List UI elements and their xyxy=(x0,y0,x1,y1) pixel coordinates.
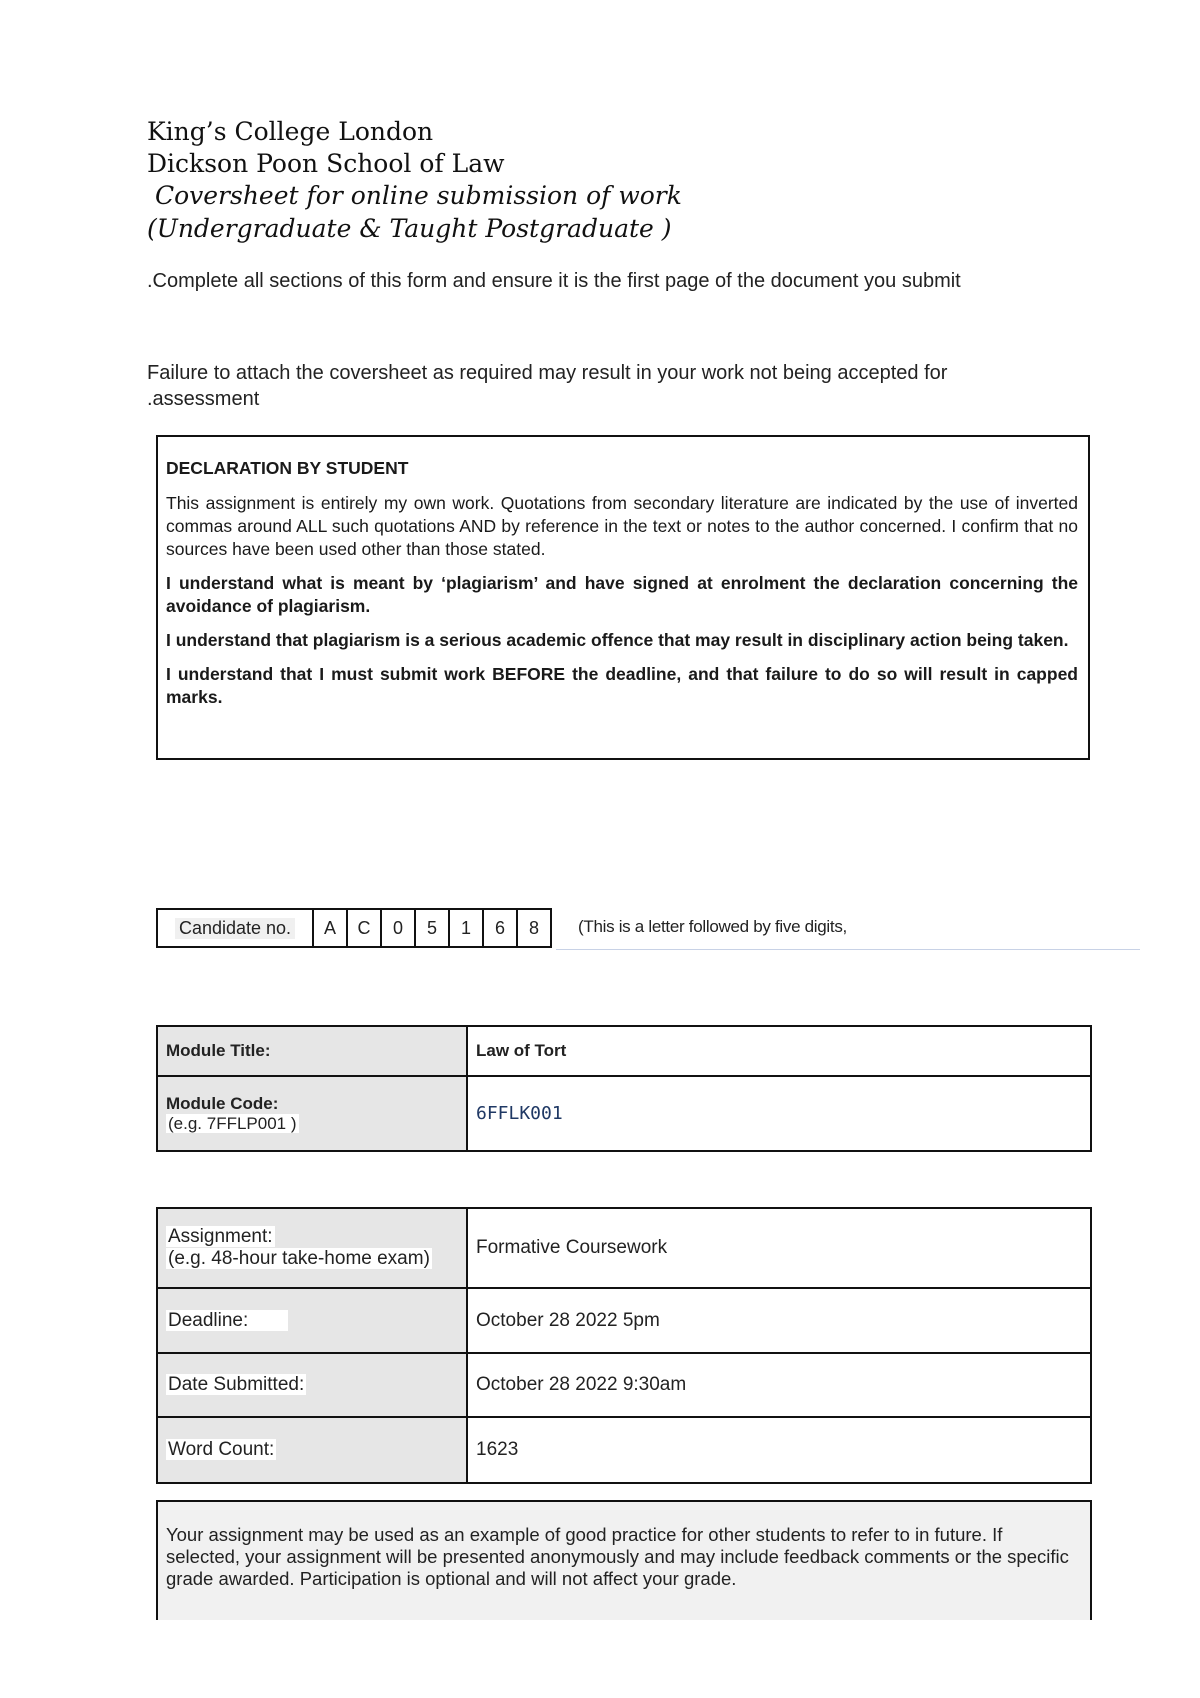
candidate-note-divider xyxy=(556,949,1140,950)
table-row xyxy=(157,1417,1091,1483)
table-row xyxy=(157,1288,1091,1353)
candidate-number-row xyxy=(156,908,552,948)
declaration-paragraph-own-work: This assignment is entirely my own work. Quotations from secondary literature are indicated by the use of inverted commas around ALL such quotations AND by reference in the text or notes to the author concerned. I confirm that no sources have been used other than those stated. xyxy=(166,493,1078,559)
candidate-digit[interactable]: 6 xyxy=(484,908,518,948)
assignment-value[interactable]: Formative Coursework xyxy=(467,1208,1091,1288)
candidate-digit[interactable]: 8 xyxy=(518,908,552,948)
declaration-heading: DECLARATION BY STUDENT xyxy=(166,458,409,478)
institution-name: King’s College London xyxy=(147,117,434,146)
module-table xyxy=(156,1025,1092,1152)
module-code-label: Module Code: (e.g. 7FFLP001 ) xyxy=(157,1076,467,1151)
instruction-failure-line2: .assessment xyxy=(147,388,260,410)
date-submitted-value[interactable]: October 28 2022 9:30am xyxy=(467,1353,1091,1417)
deadline-value[interactable]: October 28 2022 5pm xyxy=(467,1288,1091,1353)
table-row xyxy=(157,1026,1091,1076)
word-count-label: Word Count: xyxy=(157,1417,467,1483)
candidate-digit[interactable]: 5 xyxy=(416,908,450,948)
assignment-label: Assignment: (e.g. 48-hour take-home exam) xyxy=(157,1208,467,1288)
instruction-failure-line1: Failure to attach the coversheet as required may result in your work not being accepted for xyxy=(147,362,948,384)
table-row xyxy=(157,1076,1091,1151)
declaration-paragraph-deadline: I understand that I must submit work BEFORE the deadline, and that failure to do so will result in capped marks. xyxy=(166,664,1078,707)
candidate-digit[interactable]: A xyxy=(314,908,348,948)
table-row xyxy=(157,1208,1091,1288)
assignment-table xyxy=(156,1207,1092,1484)
declaration-box xyxy=(156,435,1090,760)
candidate-digit[interactable]: C xyxy=(348,908,382,948)
candidate-number-note: (This is a letter followed by five digits, xyxy=(578,917,847,936)
optin-text: Your assignment may be used as an example of good practice for other students to refer to in future. If selected, your assignment will be presented anonymously and may include feedback comments or the specific grade awarded. Participation is optional and will not affect your grade. xyxy=(166,1524,1069,1589)
instruction-complete-all: .Complete all sections of this form and ensure it is the first page of the document you submit xyxy=(147,270,961,292)
candidate-digit[interactable]: 1 xyxy=(450,908,484,948)
module-title-label: Module Title: xyxy=(157,1026,467,1076)
candidate-number-label: Candidate no. xyxy=(156,908,314,948)
word-count-value[interactable]: 1623 xyxy=(467,1417,1091,1483)
table-row xyxy=(157,1353,1091,1417)
form-title: Coversheet for online submission of work xyxy=(147,181,682,210)
module-code-value[interactable]: 6FFLK001 xyxy=(467,1076,1091,1151)
date-submitted-label: Date Submitted: xyxy=(157,1353,467,1417)
school-name: Dickson Poon School of Law xyxy=(147,149,505,178)
form-subtitle: (Undergraduate & Taught Postgraduate ) xyxy=(147,214,672,243)
good-practice-optin-box xyxy=(156,1500,1092,1620)
deadline-label: Deadline: xyxy=(157,1288,467,1353)
declaration-paragraph-plagiarism-offence: I understand that plagiarism is a serious academic offence that may result in disciplinary action being taken. xyxy=(166,630,1069,650)
declaration-paragraph-plagiarism-meaning: I understand what is meant by ‘plagiarism’ and have signed at enrolment the declaration concerning the avoidance of plagiarism. xyxy=(166,573,1078,616)
candidate-digit[interactable]: 0 xyxy=(382,908,416,948)
module-title-value[interactable]: Law of Tort xyxy=(467,1026,1091,1076)
